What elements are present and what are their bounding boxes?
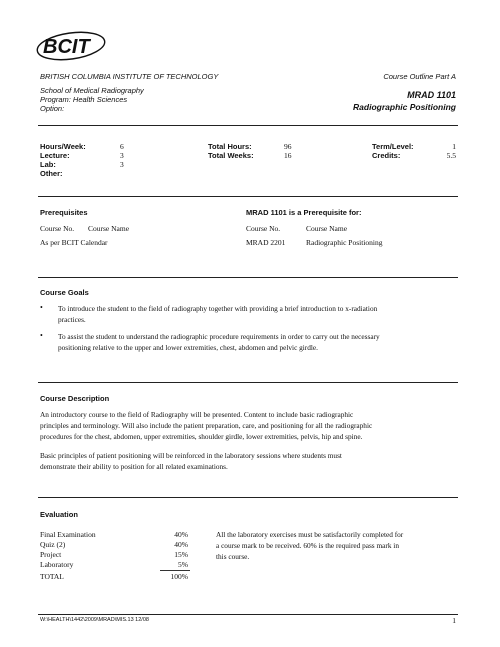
course-title: Radiographic Positioning (353, 102, 456, 112)
eval-label: Final Examination (40, 530, 96, 539)
goal-2-line-2: positioning relative to the upper and lower extremities, chest, abdomen and pelvic girdle. (58, 343, 318, 352)
eval-value: 40% (174, 530, 188, 539)
eval-label: Laboratory (40, 560, 74, 569)
total-underline (160, 570, 190, 571)
institute-name: BRITISH COLUMBIA INSTITUTE OF TECHNOLOGY (40, 72, 219, 81)
description-p1-line-3: procedures for the chest, abdomen, upper extremities, shoulder girdle, lower extremities, pelvis, hip and spine. (40, 432, 363, 441)
eval-value: 40% (174, 540, 188, 549)
total-weeks-value: 16 (284, 151, 292, 160)
evaluation-note-line-1: All the laboratory exercises must be satisfactorily completed for (216, 530, 404, 539)
term-label: Term/Level: (372, 142, 414, 151)
lecture-label: Lecture: (40, 151, 70, 160)
other-label: Other: (40, 169, 63, 178)
divider (38, 382, 458, 383)
eval-label: Quiz (2) (40, 540, 66, 549)
total-hours-label: Total Hours: (208, 142, 252, 151)
prereq-for-course-no-header: Course No. (246, 224, 281, 233)
logo-text: BCIT (43, 36, 90, 58)
footer-path: W:\HEALTH\1442\2009\MRAD\MIS.13 12/08 (40, 617, 149, 623)
bcit-logo (33, 26, 107, 66)
bullet-icon: • (40, 331, 43, 340)
course-code: MRAD 1101 (407, 90, 456, 100)
lab-value: 3 (120, 160, 124, 169)
page-number: 1 (452, 616, 456, 625)
prereq-for-course-name: Radiographic Positioning (306, 238, 383, 247)
prereq-course-name-header: Course Name (88, 224, 130, 233)
prereq-heading: Prerequisites (40, 208, 88, 217)
description-p1-line-2: principles and terminology. Will also include the patient preparation, care, and positioning for all the radiographic (40, 421, 373, 430)
goal-2-line-1: To assist the student to understand the radiographic procedure requirements in order to carry out the necessary (58, 332, 380, 341)
lecture-value: 3 (120, 151, 124, 160)
total-weeks-label: Total Weeks: (208, 151, 254, 160)
prereq-for-course-no: MRAD 2201 (246, 238, 286, 247)
divider (38, 277, 458, 278)
eval-value: 5% (178, 560, 188, 569)
goal-1-line-2: practices. (58, 315, 86, 324)
lab-label: Lab: (40, 160, 56, 169)
divider (38, 497, 458, 498)
prereq-course-no-header: Course No. (40, 224, 75, 233)
divider (38, 614, 458, 615)
term-value: 1 (452, 142, 456, 151)
program: Program: Health Sciences (40, 95, 128, 104)
divider (38, 125, 458, 126)
eval-label: Project (40, 550, 62, 559)
eval-value: 100% (170, 572, 188, 581)
credits-value: 5.5 (446, 151, 456, 160)
description-heading: Course Description (40, 394, 110, 403)
goals-heading-text: Course Goals (40, 288, 89, 297)
divider (38, 196, 458, 197)
total-hours-value: 96 (284, 142, 292, 151)
description-p2-line-2: demonstrate their ability to position for all related examinations. (40, 462, 228, 471)
description-p1-line-1: An introductory course to the field of Radiography will be presented. Content to include basic radiographic (40, 410, 354, 419)
eval-value: 15% (174, 550, 188, 559)
evaluation-note-line-3: this course. (216, 552, 250, 561)
prereq-for-course-name-header: Course Name (306, 224, 348, 233)
prereq-for-heading: MRAD 1101 is a Prerequisite for: (246, 208, 362, 217)
school-name: School of Medical Radiography (40, 86, 144, 95)
bullet-icon: • (40, 303, 43, 312)
evaluation-heading: Evaluation (40, 510, 78, 519)
prereq-entry: As per BCIT Calendar (40, 238, 108, 247)
option: Option: (40, 104, 65, 113)
description-p2-line-1: Basic principles of patient positioning will be reinforced in the laboratory sessions where students must (40, 451, 342, 460)
outline-label: Course Outline Part A (383, 72, 456, 81)
goal-1-line-1: To introduce the student to the field of radiography together with providing a brief introduction to x-radiation (58, 304, 378, 313)
eval-label: TOTAL (40, 572, 64, 581)
hours-week-value: 6 (120, 142, 124, 151)
hours-week-label: Hours/Week: (40, 142, 86, 151)
credits-label: Credits: (372, 151, 401, 160)
evaluation-note-line-2: a course mark to be received. 60% is the required pass mark in (216, 541, 399, 550)
